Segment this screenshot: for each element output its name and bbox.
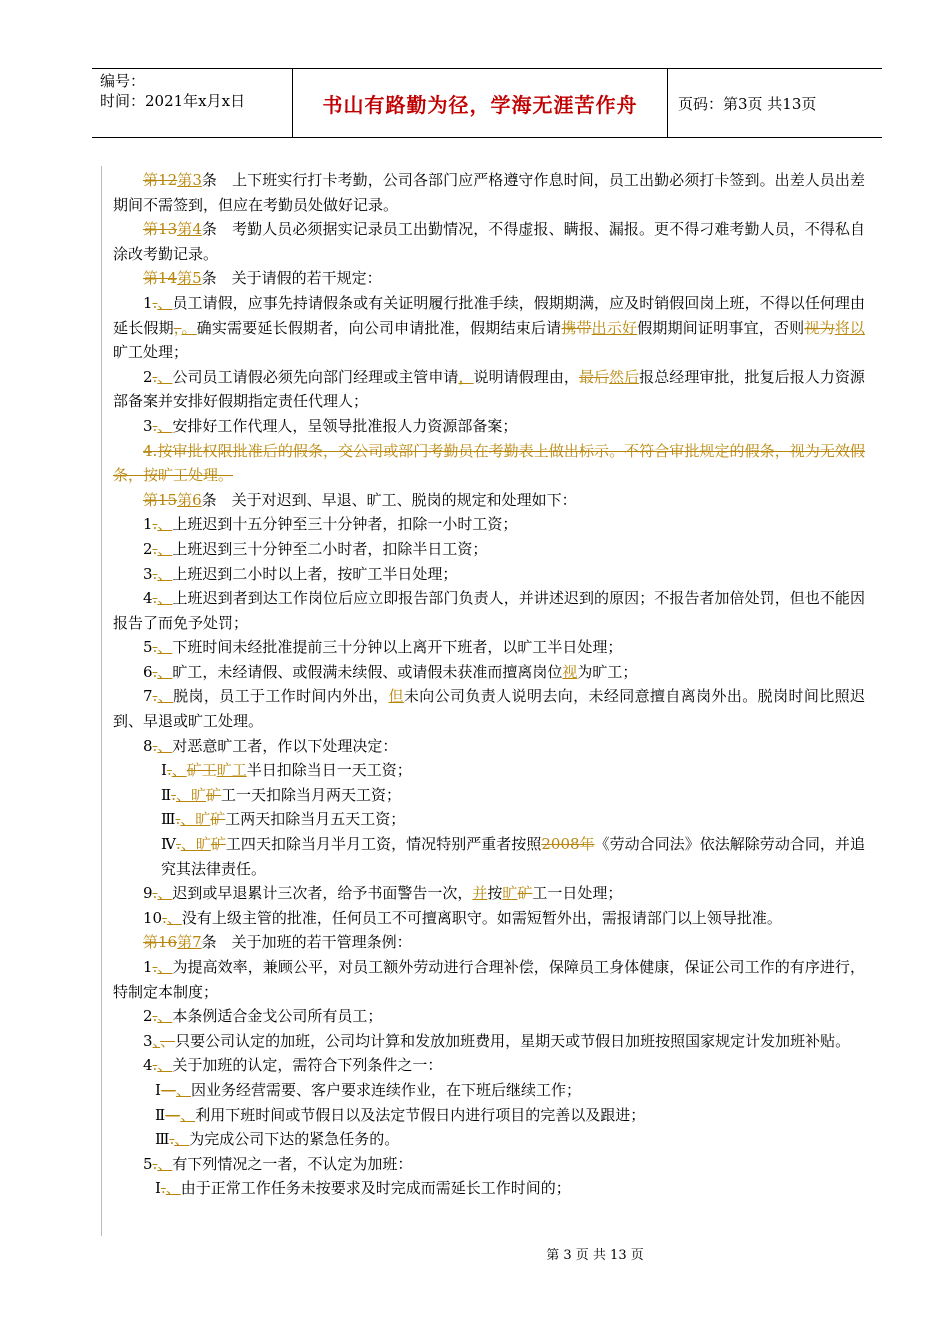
body-text: 1 bbox=[143, 293, 153, 312]
body-text: 由于正常工作任务未按要求及时完成而需延长工作时间的； bbox=[180, 1179, 571, 1198]
body-text: 8 bbox=[143, 736, 153, 755]
page-label: 页码：第3页 共13页 bbox=[678, 94, 817, 113]
body-text: 4 bbox=[143, 1056, 153, 1075]
paragraph bbox=[113, 512, 865, 537]
inserted-text: 然后 bbox=[609, 367, 640, 386]
inserted-text: 第5 bbox=[177, 269, 202, 288]
paragraph bbox=[113, 1053, 865, 1078]
deleted-text: . bbox=[152, 736, 158, 755]
body-text: 旷工，未经请假、或假满未续假、或请假未获准而擅离岗位 bbox=[172, 662, 563, 681]
paragraph bbox=[113, 930, 865, 955]
body-text: 条 关于加班的若干管理条例： bbox=[201, 933, 412, 952]
body-text: 只要公司认定的加班，公司均计算和发放加班费用，星期天或节假日加班按照国家规定计发加班补贴。 bbox=[175, 1031, 851, 1050]
deleted-text: . bbox=[175, 810, 181, 829]
inserted-text: 、 bbox=[180, 835, 196, 854]
paragraph bbox=[113, 586, 865, 635]
deleted-text: . bbox=[152, 367, 158, 386]
deleted-text: 矿工 bbox=[186, 761, 217, 780]
revision-bar bbox=[101, 166, 102, 1236]
deleted-text: 第15 bbox=[143, 490, 178, 509]
inserted-text: 旷 bbox=[195, 810, 211, 829]
body-text: 报总经理审批，批复后报人力资源部备案并安排好假期指定责任代理人； bbox=[113, 367, 865, 411]
deleted-text: ， bbox=[173, 318, 182, 337]
body-text: 因业务经营需要、客户要求连续作业，在下班后继续工作； bbox=[190, 1080, 581, 1099]
deleted-text: — bbox=[160, 1080, 176, 1099]
body-text: 利用下班时间或节假日以及法定节假日内进行项目的完善以及跟进； bbox=[195, 1105, 646, 1124]
paragraph bbox=[113, 660, 865, 685]
body-text: 上班迟到十五分钟至三十分钟者，扣除一小时工资； bbox=[172, 515, 518, 534]
body-text: 1 bbox=[143, 958, 153, 976]
inserted-text: 、 bbox=[157, 515, 173, 534]
body-text: 说明请假理由， bbox=[473, 367, 579, 386]
body-text: 有下列情况之一者，不认定为加班： bbox=[172, 1154, 413, 1173]
body-text: 旷工处理； bbox=[113, 343, 189, 362]
inserted-text: 旷 bbox=[191, 785, 207, 804]
body-text: 按 bbox=[487, 884, 503, 903]
inserted-text: 、 bbox=[157, 416, 173, 435]
inserted-text: 、 bbox=[175, 1080, 191, 1099]
inserted-text: 、 bbox=[175, 785, 191, 804]
deleted-text: 矿 bbox=[517, 884, 533, 903]
body-text: 迟到或早退累计三次者，给予书面警告一次， bbox=[172, 884, 473, 903]
body-text: 条 上下班实行打卡考勤，公司各部门应严格遵守作息时间，员工出勤必须打卡签到。出差人员出差期间不需签到，但应在考勤员处做好记录。 bbox=[113, 171, 865, 214]
body-text: 上班迟到者到达工作岗位后应立即报告部门负责人，并讲述迟到的原因；不报告者加倍处罚，但也不能因报告了而免予处罚； bbox=[113, 589, 865, 632]
page-footer bbox=[0, 1244, 950, 1263]
deleted-text: . bbox=[152, 1056, 158, 1075]
deleted-text: . bbox=[152, 884, 158, 903]
paragraph bbox=[113, 291, 865, 365]
deleted-text: 第12 bbox=[143, 171, 178, 189]
body-text: 工一天扣除当月两天工资； bbox=[221, 785, 402, 804]
inserted-text: 、 bbox=[152, 1031, 161, 1050]
body-text: 半日扣除当日一天工资； bbox=[246, 761, 412, 780]
deleted-text: . bbox=[152, 416, 158, 435]
body-text: 4 bbox=[143, 589, 153, 608]
deleted-text: — bbox=[165, 1105, 181, 1124]
inserted-text: 出示好 bbox=[591, 318, 638, 337]
body-text: 9 bbox=[143, 884, 153, 903]
paragraph bbox=[113, 365, 865, 414]
body-text: 上班迟到二小时以上者，按旷工半日处理； bbox=[172, 564, 458, 583]
body-text: 工一日处理； bbox=[532, 884, 623, 903]
deleted-text: 第13 bbox=[143, 220, 178, 239]
inserted-text: 、 bbox=[157, 367, 173, 386]
body-text: 条 关于请假的若干规定： bbox=[201, 269, 382, 288]
deleted-text: . bbox=[152, 589, 158, 608]
inserted-text: 第3 bbox=[177, 171, 202, 189]
body-text: Ⅲ bbox=[155, 1130, 170, 1149]
deleted-text: 2008年 bbox=[541, 835, 595, 854]
inserted-text: 、 bbox=[157, 662, 173, 681]
body-text: 关于加班的认定，需符合下列条件之一： bbox=[172, 1056, 443, 1075]
body-text: 对恶意旷工者，作以下处理决定： bbox=[172, 736, 398, 755]
body-text: 5 bbox=[143, 1154, 153, 1173]
inserted-text: 、 bbox=[157, 293, 173, 312]
body-text: 3 bbox=[143, 564, 153, 583]
body-text: 条 考勤人员必须据实记录员工出勤情况，不得虚报、瞒报、漏报。更不得刁难考勤人员，不得私自涂改考勤记录。 bbox=[113, 220, 865, 263]
inserted-text: 将以 bbox=[834, 318, 865, 337]
inserted-text: 、 bbox=[157, 687, 174, 706]
body-text: 脱岗，员工于工作时间内外出， bbox=[173, 687, 389, 706]
page-header bbox=[92, 68, 882, 138]
body-text: 条 关于对迟到、早退、旷工、脱岗的规定和处理如下： bbox=[201, 490, 577, 509]
body-text: Ⅳ bbox=[161, 835, 177, 854]
deleted-text: . bbox=[152, 539, 158, 558]
deleted-text: . bbox=[169, 1130, 175, 1149]
deleted-text: . bbox=[152, 958, 158, 976]
paragraph bbox=[113, 1004, 865, 1029]
inserted-text: 、 bbox=[166, 908, 182, 927]
body-text: 为完成公司下达的紧急任务的。 bbox=[189, 1130, 400, 1149]
body-text: 下班时间未经批准提前三十分钟以上离开下班者，以旷工半日处理； bbox=[172, 638, 623, 657]
deleted-text: . bbox=[152, 638, 158, 657]
inserted-text: 、 bbox=[157, 958, 173, 976]
deleted-text: . bbox=[171, 785, 176, 804]
body-text: Ⅲ bbox=[161, 810, 176, 829]
slogan: 书山有路勤为径，学海无涯苦作舟 bbox=[292, 69, 668, 137]
paragraph bbox=[113, 881, 865, 906]
deleted-text: . bbox=[176, 835, 181, 854]
inserted-text: 、 bbox=[174, 1130, 190, 1149]
deleted-text: 矿 bbox=[210, 835, 226, 854]
inserted-text: ， bbox=[458, 367, 474, 386]
body-text: 工四天扣除当月半月工资，情况特别严重者按照 bbox=[225, 835, 542, 854]
inserted-text: 、 bbox=[165, 1179, 181, 1198]
body-text: 2 bbox=[143, 539, 153, 558]
paragraph bbox=[113, 1078, 865, 1103]
body-text: 员工请假，应事先持请假条或有关证明履行批准手续，假期期满，应及时销假回岗上班，不得以任何理由延长假期 bbox=[113, 293, 865, 337]
deleted-text: 携带 bbox=[561, 318, 592, 337]
body-text: 公司员工请假必须先向部门经理或主管申请 bbox=[172, 367, 459, 386]
paragraph bbox=[113, 783, 865, 808]
paragraph bbox=[113, 832, 865, 881]
deleted-text: 最后 bbox=[578, 367, 610, 386]
paragraph bbox=[113, 439, 865, 488]
inserted-text: 、 bbox=[180, 810, 196, 829]
paragraph bbox=[113, 758, 865, 783]
inserted-text: 、 bbox=[157, 564, 173, 583]
body-text: 6 bbox=[143, 662, 153, 681]
deleted-text: . bbox=[162, 908, 167, 927]
deleted-text: . bbox=[152, 687, 158, 706]
paragraph bbox=[113, 537, 865, 562]
paragraph bbox=[113, 562, 865, 587]
inserted-text: 、 bbox=[157, 539, 173, 558]
body-text: Ⅱ bbox=[161, 785, 172, 804]
deleted-text: . bbox=[152, 1154, 158, 1173]
deleted-text: . bbox=[152, 662, 158, 681]
paragraph bbox=[113, 955, 865, 1004]
inserted-text: 旷 bbox=[195, 835, 211, 854]
deleted-text: . bbox=[152, 293, 158, 312]
body-text: 工两天扣除当月五天工资； bbox=[225, 810, 406, 829]
deleted-text: . bbox=[160, 1179, 166, 1198]
body-text: Ⅰ bbox=[155, 1179, 161, 1198]
inserted-text: 、 bbox=[157, 1056, 173, 1075]
body-text: 2 bbox=[143, 367, 153, 386]
body-text: Ⅰ bbox=[155, 1080, 161, 1099]
inserted-text: 、 bbox=[157, 736, 173, 755]
body-text: 2 bbox=[143, 1007, 153, 1026]
paragraph bbox=[113, 217, 865, 266]
footer-page-number: 第 3 页 共 13 页 bbox=[546, 1248, 644, 1263]
inserted-text: 第4 bbox=[177, 220, 202, 239]
paragraph bbox=[113, 734, 865, 759]
paragraph bbox=[113, 635, 865, 660]
body-text: 3 bbox=[143, 1031, 153, 1050]
inserted-text: 并 bbox=[472, 884, 488, 903]
paragraph bbox=[113, 807, 865, 832]
deleted-text: 第16 bbox=[143, 933, 178, 952]
time-label: 时间：2021年x月x日 bbox=[100, 92, 246, 110]
deleted-text: . bbox=[152, 1007, 158, 1026]
deleted-text: . bbox=[152, 564, 158, 583]
deleted-text: 、 bbox=[160, 1031, 176, 1050]
body-text: 本条例适合金戈公司所有员工； bbox=[172, 1007, 383, 1026]
document-body bbox=[113, 168, 865, 1201]
inserted-text: 、 bbox=[157, 1154, 173, 1173]
inserted-text: 。 bbox=[181, 318, 197, 337]
deleted-text: 矿 bbox=[210, 810, 226, 829]
deleted-text: . bbox=[166, 761, 172, 780]
deleted-text: 4.按审批权限批准后的假条，交公司或部门考勤员在考勤表上做出标示。不符合审批规定的假条，视为无效假条，按旷工处理。 bbox=[113, 441, 865, 485]
deleted-text: . bbox=[152, 515, 158, 534]
paragraph bbox=[113, 906, 865, 931]
inserted-text: 第7 bbox=[177, 933, 202, 952]
deleted-text: 视为 bbox=[804, 318, 835, 337]
paragraph bbox=[113, 1103, 865, 1128]
paragraph bbox=[113, 684, 865, 733]
inserted-text: 视 bbox=[562, 662, 578, 681]
paragraph bbox=[113, 1127, 865, 1152]
inserted-text: 、 bbox=[157, 884, 173, 903]
body-text: 3 bbox=[143, 416, 153, 435]
body-text: 确实需要延长假期者，向公司申请批准，假期结束后请 bbox=[196, 318, 562, 337]
inserted-text: 、 bbox=[157, 1007, 173, 1026]
inserted-text: 第6 bbox=[177, 490, 202, 509]
inserted-text: 旷工 bbox=[216, 761, 247, 780]
inserted-text: 、 bbox=[180, 1105, 196, 1124]
inserted-text: 但 bbox=[388, 687, 404, 706]
paragraph bbox=[113, 1152, 865, 1177]
deleted-text: 第14 bbox=[143, 269, 178, 288]
body-text: 5 bbox=[143, 638, 153, 657]
inserted-text: 、 bbox=[157, 589, 173, 608]
body-text: 安排好工作代理人，呈领导批准报人力资源部备案； bbox=[172, 416, 518, 435]
deleted-text: 矿 bbox=[206, 785, 222, 804]
body-text: 上班迟到三十分钟至二小时者，扣除半日工资； bbox=[172, 539, 488, 558]
body-text: Ⅱ bbox=[155, 1105, 166, 1124]
body-text: 1 bbox=[143, 515, 153, 534]
body-text: 为旷工； bbox=[577, 662, 638, 681]
paragraph bbox=[113, 488, 865, 513]
body-text: 未向公司负责人说明去向，未经同意擅自离岗外出。脱岗时间比照迟到、早退或旷工处理。 bbox=[113, 687, 865, 731]
body-text: 为提高效率，兼顾公平，对员工额外劳动进行合理补偿，保障员工身体健康，保证公司工作的有序进行，特制定本制度； bbox=[113, 958, 865, 1001]
inserted-text: 旷 bbox=[502, 884, 518, 903]
body-text: Ⅰ bbox=[161, 761, 167, 780]
paragraph bbox=[113, 414, 865, 439]
number-label: 编号： bbox=[100, 72, 146, 90]
body-text: 7 bbox=[143, 687, 153, 706]
body-text: 没有上级主管的批准，任何员工不可擅离职守。如需短暂外出，需报请部门以上领导批准。 bbox=[181, 908, 782, 927]
header-left-cell bbox=[92, 69, 292, 137]
body-text: 《劳动合同法》依法解除劳动合同，并追究其法律责任。 bbox=[161, 835, 865, 878]
paragraph bbox=[113, 168, 865, 217]
inserted-text: 、 bbox=[171, 761, 187, 780]
paragraph bbox=[113, 266, 865, 291]
inserted-text: 、 bbox=[157, 638, 173, 657]
paragraph bbox=[113, 1029, 865, 1054]
body-text: 10 bbox=[143, 908, 163, 927]
body-text: 假期期间证明事宜，否则 bbox=[637, 318, 805, 337]
paragraph bbox=[113, 1176, 865, 1201]
